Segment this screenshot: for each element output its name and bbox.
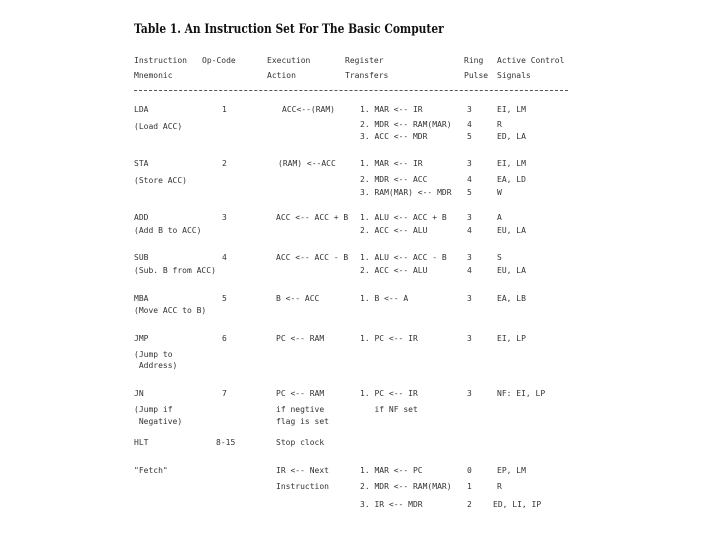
- ring-fetch-3: 2: [467, 500, 472, 509]
- transfer-sta-3: 3. RAM(MAR) <-- MDR: [360, 188, 452, 197]
- signal-fetch-1: EP, LM: [497, 466, 526, 475]
- signal-add-1: A: [497, 213, 502, 222]
- ring-fetch-1: 0: [467, 466, 472, 475]
- ring-sta-1: 3: [467, 159, 472, 168]
- header-instruction: Instruction: [134, 56, 187, 65]
- header-ring: Ring: [464, 56, 484, 65]
- transfer-sub-2: 2. ACC <-- ALU: [360, 266, 428, 275]
- description-lda: (Load ACC): [134, 122, 183, 131]
- transfer-lda-3: 3. ACC <-- MDR: [360, 132, 428, 141]
- opcode-add: 3: [222, 213, 227, 222]
- signal-jn-1: NF: EI, LP: [497, 389, 546, 398]
- signal-lda-1: EI, LM: [497, 105, 526, 114]
- ring-add-1: 3: [467, 213, 472, 222]
- mnemonic-fetch: "Fetch": [134, 466, 168, 475]
- action-sta: (RAM) <--ACC: [278, 159, 336, 168]
- ring-add-2: 4: [467, 226, 472, 235]
- mnemonic-mba: MBA: [134, 294, 149, 303]
- action-jn-2: if negtive: [276, 405, 325, 414]
- transfer-sta-1: 1. MAR <-- IR: [360, 159, 423, 168]
- header-mnemonic: Mnemonic: [134, 71, 173, 80]
- signal-fetch-2: R: [497, 482, 502, 491]
- opcode-lda: 1: [222, 105, 227, 114]
- header-execution: Execution: [267, 56, 311, 65]
- action-jn-1: PC <-- RAM: [276, 389, 325, 398]
- header-divider: [134, 90, 568, 91]
- transfer-lda-2: 2. MDR <-- RAM(MAR): [360, 120, 452, 129]
- transfer-mba-1: 1. B <-- A: [360, 294, 409, 303]
- opcode-jn: 7: [222, 389, 227, 398]
- mnemonic-sub: SUB: [134, 253, 149, 262]
- description-jmp-2: Address): [134, 361, 178, 370]
- description-sub: (Sub. B from ACC): [134, 266, 216, 275]
- header-register: Register: [345, 56, 384, 65]
- action-mba: B <-- ACC: [276, 294, 320, 303]
- ring-sta-3: 5: [467, 188, 472, 197]
- mnemonic-hlt: HLT: [134, 438, 149, 447]
- action-fetch-2: Instruction: [276, 482, 329, 491]
- signal-lda-3: ED, LA: [497, 132, 526, 141]
- signal-sta-3: W: [497, 188, 502, 197]
- signal-add-2: EU, LA: [497, 226, 526, 235]
- header-pulse: Pulse: [464, 71, 489, 80]
- transfer-fetch-1: 1. MAR <-- PC: [360, 466, 423, 475]
- action-jmp: PC <-- RAM: [276, 334, 325, 343]
- transfer-lda-1: 1. MAR <-- IR: [360, 105, 423, 114]
- ring-jn-1: 3: [467, 389, 472, 398]
- description-sta: (Store ACC): [134, 176, 187, 185]
- header-action: Action: [267, 71, 296, 80]
- mnemonic-jmp: JMP: [134, 334, 149, 343]
- description-mba: (Move ACC to B): [134, 306, 207, 315]
- description-jn-1: (Jump if: [134, 405, 173, 414]
- signal-jmp-1: EI, LP: [497, 334, 526, 343]
- ring-sub-1: 3: [467, 253, 472, 262]
- action-hlt: Stop clock: [276, 438, 325, 447]
- ring-lda-2: 4: [467, 120, 472, 129]
- signal-sta-2: EA, LD: [497, 175, 526, 184]
- mnemonic-add: ADD: [134, 213, 149, 222]
- opcode-sta: 2: [222, 159, 227, 168]
- header-signals: Signals: [497, 71, 531, 80]
- signal-mba-1: EA, LB: [497, 294, 526, 303]
- opcode-sub: 4: [222, 253, 227, 262]
- ring-jmp-1: 3: [467, 334, 472, 343]
- ring-mba-1: 3: [467, 294, 472, 303]
- description-jn-2: Negative): [134, 417, 183, 426]
- ring-sta-2: 4: [467, 175, 472, 184]
- action-add: ACC <-- ACC + B: [276, 213, 349, 222]
- opcode-jmp: 6: [222, 334, 227, 343]
- mnemonic-jn: JN: [134, 389, 144, 398]
- signal-sta-1: EI, LM: [497, 159, 526, 168]
- description-add: (Add B to ACC): [134, 226, 202, 235]
- header-opcode: Op-Code: [202, 56, 236, 65]
- action-lda: ACC<--(RAM): [282, 105, 335, 114]
- opcode-mba: 5: [222, 294, 227, 303]
- action-jn-3: flag is set: [276, 417, 329, 426]
- mnemonic-lda: LDA: [134, 105, 149, 114]
- action-fetch-1: IR <-- Next: [276, 466, 329, 475]
- ring-lda-1: 3: [467, 105, 472, 114]
- ring-sub-2: 4: [467, 266, 472, 275]
- transfer-sub-1: 1. ALU <-- ACC - B: [360, 253, 447, 262]
- transfer-sta-2: 2. MDR <-- ACC: [360, 175, 428, 184]
- mnemonic-sta: STA: [134, 159, 149, 168]
- ring-lda-3: 5: [467, 132, 472, 141]
- transfer-fetch-2: 2. MDR <-- RAM(MAR): [360, 482, 452, 491]
- signal-lda-2: R: [497, 120, 502, 129]
- transfer-jmp-1: 1. PC <-- IR: [360, 334, 418, 343]
- signal-sub-2: EU, LA: [497, 266, 526, 275]
- transfer-jn-2: if NF set: [360, 405, 418, 414]
- table-title: Table 1. An Instruction Set For The Basic Computer: [134, 22, 444, 37]
- signal-sub-1: S: [497, 253, 502, 262]
- transfer-fetch-3: 3. IR <-- MDR: [360, 500, 423, 509]
- description-jmp-1: (Jump to: [134, 350, 173, 359]
- transfer-jn-1: 1. PC <-- IR: [360, 389, 418, 398]
- transfer-add-1: 1. ALU <-- ACC + B: [360, 213, 447, 222]
- header-transfers: Transfers: [345, 71, 389, 80]
- action-sub: ACC <-- ACC - B: [276, 253, 349, 262]
- ring-fetch-2: 1: [467, 482, 472, 491]
- header-active-control: Active Control: [497, 56, 565, 65]
- signal-fetch-3: ED, LI, IP: [493, 500, 542, 509]
- transfer-add-2: 2. ACC <-- ALU: [360, 226, 428, 235]
- opcode-hlt: 8-15: [216, 438, 236, 447]
